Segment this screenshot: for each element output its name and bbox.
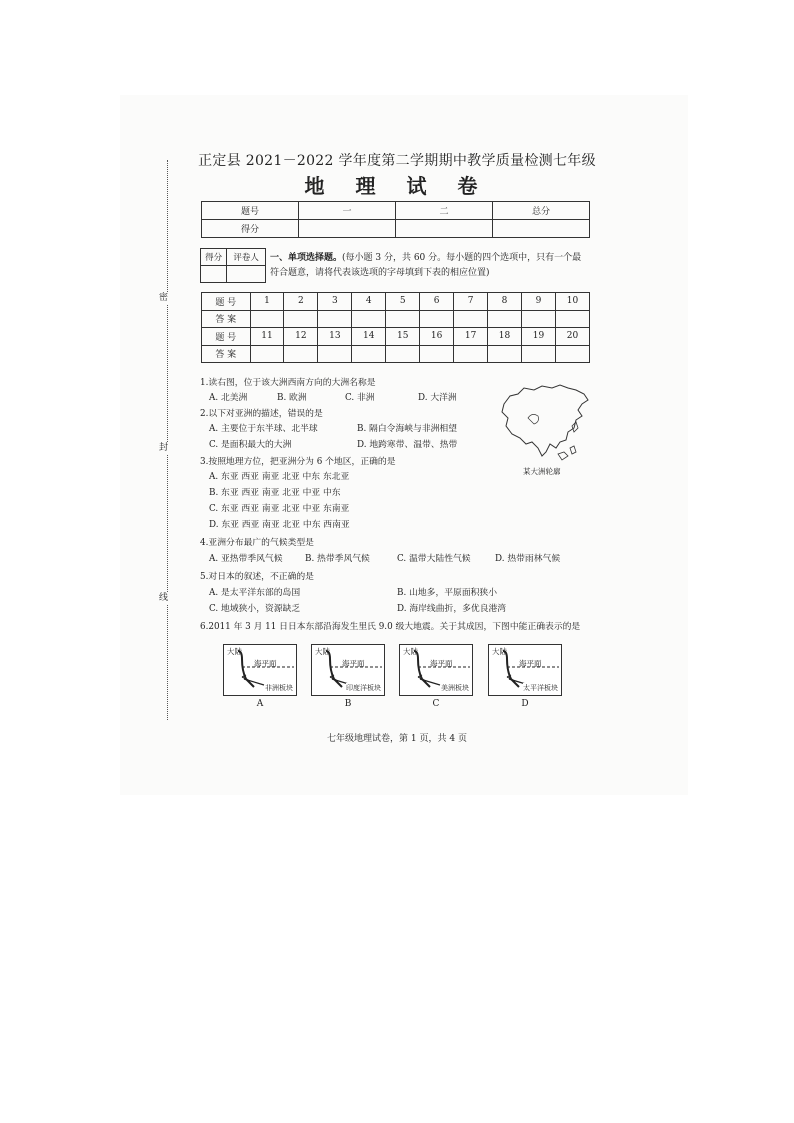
answer-num: 20	[555, 328, 589, 346]
answer-cell[interactable]	[250, 345, 284, 363]
section-desc-2: 符合题意，请将代表该选项的字母填到下表的相应位置)	[270, 268, 490, 278]
grader-name-cell[interactable]	[227, 266, 266, 283]
answer-cell[interactable]	[555, 310, 589, 328]
answer-num: 9	[522, 293, 556, 311]
plate-label: 美洲板块	[441, 684, 469, 692]
answer-num: 13	[318, 328, 352, 346]
answer-num-label: 题 号	[202, 328, 251, 346]
plate-label: 非洲板块	[265, 684, 293, 692]
answer-num: 4	[352, 293, 386, 311]
option: C. 东亚 西亚 南亚 北亚 中亚 东南亚	[209, 504, 350, 514]
option: D. 地跨寒带、温带、热带	[357, 440, 458, 450]
score-header-cell: 一	[299, 202, 396, 220]
question-5-stem: 5.对日本的叙述，不正确的是	[200, 572, 314, 582]
grader-box	[200, 248, 266, 283]
answer-num: 8	[488, 293, 522, 311]
answer-cell[interactable]	[318, 310, 352, 328]
land-label: 大陆	[403, 647, 418, 656]
option: C. 地域狭小，资源缺乏	[209, 604, 301, 614]
option: A. 北美洲	[209, 393, 248, 403]
answer-num: 10	[555, 293, 589, 311]
option: D. 东亚 西亚 南亚 北亚 中东 西南亚	[209, 520, 350, 530]
answer-cell[interactable]	[386, 345, 420, 363]
option: A. 亚热带季风气候	[209, 554, 283, 564]
option: B. 隔白令海峡与非洲相望	[357, 424, 458, 434]
diagram-b[interactable]	[311, 644, 385, 696]
answer-num: 1	[250, 293, 284, 311]
answer-ans-label: 答 案	[202, 345, 251, 363]
grader-score-cell[interactable]	[201, 266, 227, 283]
answer-num: 14	[352, 328, 386, 346]
score-header-cell: 二	[396, 202, 493, 220]
plate-label: 太平洋板块	[523, 684, 558, 692]
answer-cell[interactable]	[352, 310, 386, 328]
score-label-cell: 得分	[202, 220, 299, 238]
answer-num: 19	[522, 328, 556, 346]
option: A. 主要位于东半球、北半球	[209, 424, 318, 434]
diagram-letter: A	[256, 699, 264, 709]
land-label: 大陆	[492, 647, 507, 656]
score-table	[201, 201, 590, 238]
option: B. 山地多，平原面积狭小	[397, 588, 498, 598]
subject-title: 地 理 试 卷	[304, 174, 490, 198]
section-desc-1: (每小题 3 分，共 60 分。每小题的四个选项中，只有一个最	[342, 253, 582, 263]
answer-cell[interactable]	[352, 345, 386, 363]
answer-num: 16	[420, 328, 454, 346]
diagram-letter: D	[521, 699, 529, 709]
diagram-letter: C	[432, 699, 440, 709]
sea-level-label: 海平面	[342, 659, 365, 668]
answer-num: 12	[284, 328, 318, 346]
option: C. 是面积最大的大洲	[209, 440, 292, 450]
option: A. 是太平洋东部的岛国	[209, 588, 301, 598]
plate-label: 印度洋板块	[346, 684, 381, 692]
continent-outline-map	[498, 382, 590, 478]
grader-name-label: 评卷人	[227, 249, 266, 266]
answer-ans-label: 答 案	[202, 310, 251, 328]
section-instructions	[270, 251, 590, 281]
option: D. 热带雨林气候	[495, 554, 561, 564]
answer-table	[201, 292, 590, 363]
question-2-stem: 2.以下对亚洲的描述，错误的是	[200, 409, 323, 419]
binding-char-xian: 线	[159, 593, 169, 603]
question-3-stem: 3.按照地理方位，把亚洲分为 6 个地区，正确的是	[200, 457, 396, 467]
question-4-stem: 4.亚洲分布最广的气候类型是	[200, 538, 314, 548]
score-input-cell[interactable]	[299, 220, 396, 238]
answer-num-label: 题 号	[202, 293, 251, 311]
score-header-cell: 总分	[493, 202, 590, 220]
question-1-stem: 1.读右图，位于该大洲西南方向的大洲名称是	[200, 378, 376, 388]
option: D. 海岸线曲折，多优良港湾	[397, 604, 507, 614]
option: B. 欧洲	[277, 393, 307, 403]
answer-cell[interactable]	[454, 310, 488, 328]
answer-cell[interactable]	[284, 310, 318, 328]
diagram-c[interactable]	[399, 644, 473, 696]
answer-cell[interactable]	[555, 345, 589, 363]
map-caption: 某大洲轮廓	[523, 467, 561, 476]
sea-level-label: 海平面	[254, 659, 277, 668]
answer-cell[interactable]	[488, 345, 522, 363]
binding-char-feng: 封	[159, 443, 169, 453]
option: D. 大洋洲	[418, 393, 457, 403]
page-footer: 七年级地理试卷，第 1 页，共 4 页	[327, 734, 467, 744]
section-label: 一、单项选择题。	[270, 253, 343, 263]
answer-cell[interactable]	[250, 310, 284, 328]
answer-num: 15	[386, 328, 420, 346]
option: A. 东亚 西亚 南亚 北亚 中东 东北亚	[209, 472, 350, 482]
land-label: 大陆	[315, 647, 330, 656]
question-6-stem: 6.2011 年 3 月 11 日日本东部沿海发生里氏 9.0 级大地震。关于其成因，下图中能正确表示的是	[200, 622, 581, 632]
score-header-cell: 题号	[202, 202, 299, 220]
answer-num: 7	[454, 293, 488, 311]
answer-cell[interactable]	[454, 345, 488, 363]
diagram-letter: B	[344, 699, 352, 709]
answer-num: 5	[386, 293, 420, 311]
score-input-cell[interactable]	[396, 220, 493, 238]
answer-cell[interactable]	[420, 310, 454, 328]
sea-level-label: 海平面	[519, 659, 542, 668]
answer-num: 17	[454, 328, 488, 346]
sea-level-label: 海平面	[430, 659, 453, 668]
answer-cell[interactable]	[420, 345, 454, 363]
answer-num: 3	[318, 293, 352, 311]
answer-cell[interactable]	[318, 345, 352, 363]
binding-line	[167, 160, 168, 720]
answer-num: 11	[250, 328, 284, 346]
option: B. 热带季风气候	[305, 554, 370, 564]
answer-cell[interactable]	[284, 345, 318, 363]
land-label: 大陆	[227, 647, 242, 656]
answer-cell[interactable]	[522, 310, 556, 328]
diagram-d[interactable]	[488, 644, 562, 696]
answer-num: 18	[488, 328, 522, 346]
answer-num: 6	[420, 293, 454, 311]
grader-score-label: 得分	[201, 249, 227, 266]
answer-num: 2	[284, 293, 318, 311]
exam-title: 正定县 2021－2022 学年度第二学期期中教学质量检测七年级	[198, 153, 596, 169]
answer-cell[interactable]	[488, 310, 522, 328]
option: C. 非洲	[345, 393, 375, 403]
answer-cell[interactable]	[386, 310, 420, 328]
score-input-cell[interactable]	[493, 220, 590, 238]
binding-char-mi: 密	[159, 293, 169, 303]
diagram-a[interactable]	[223, 644, 297, 696]
answer-cell[interactable]	[522, 345, 556, 363]
option: B. 东亚 西亚 南亚 北亚 中亚 中东	[209, 488, 341, 498]
option: C. 温带大陆性气候	[397, 554, 471, 564]
